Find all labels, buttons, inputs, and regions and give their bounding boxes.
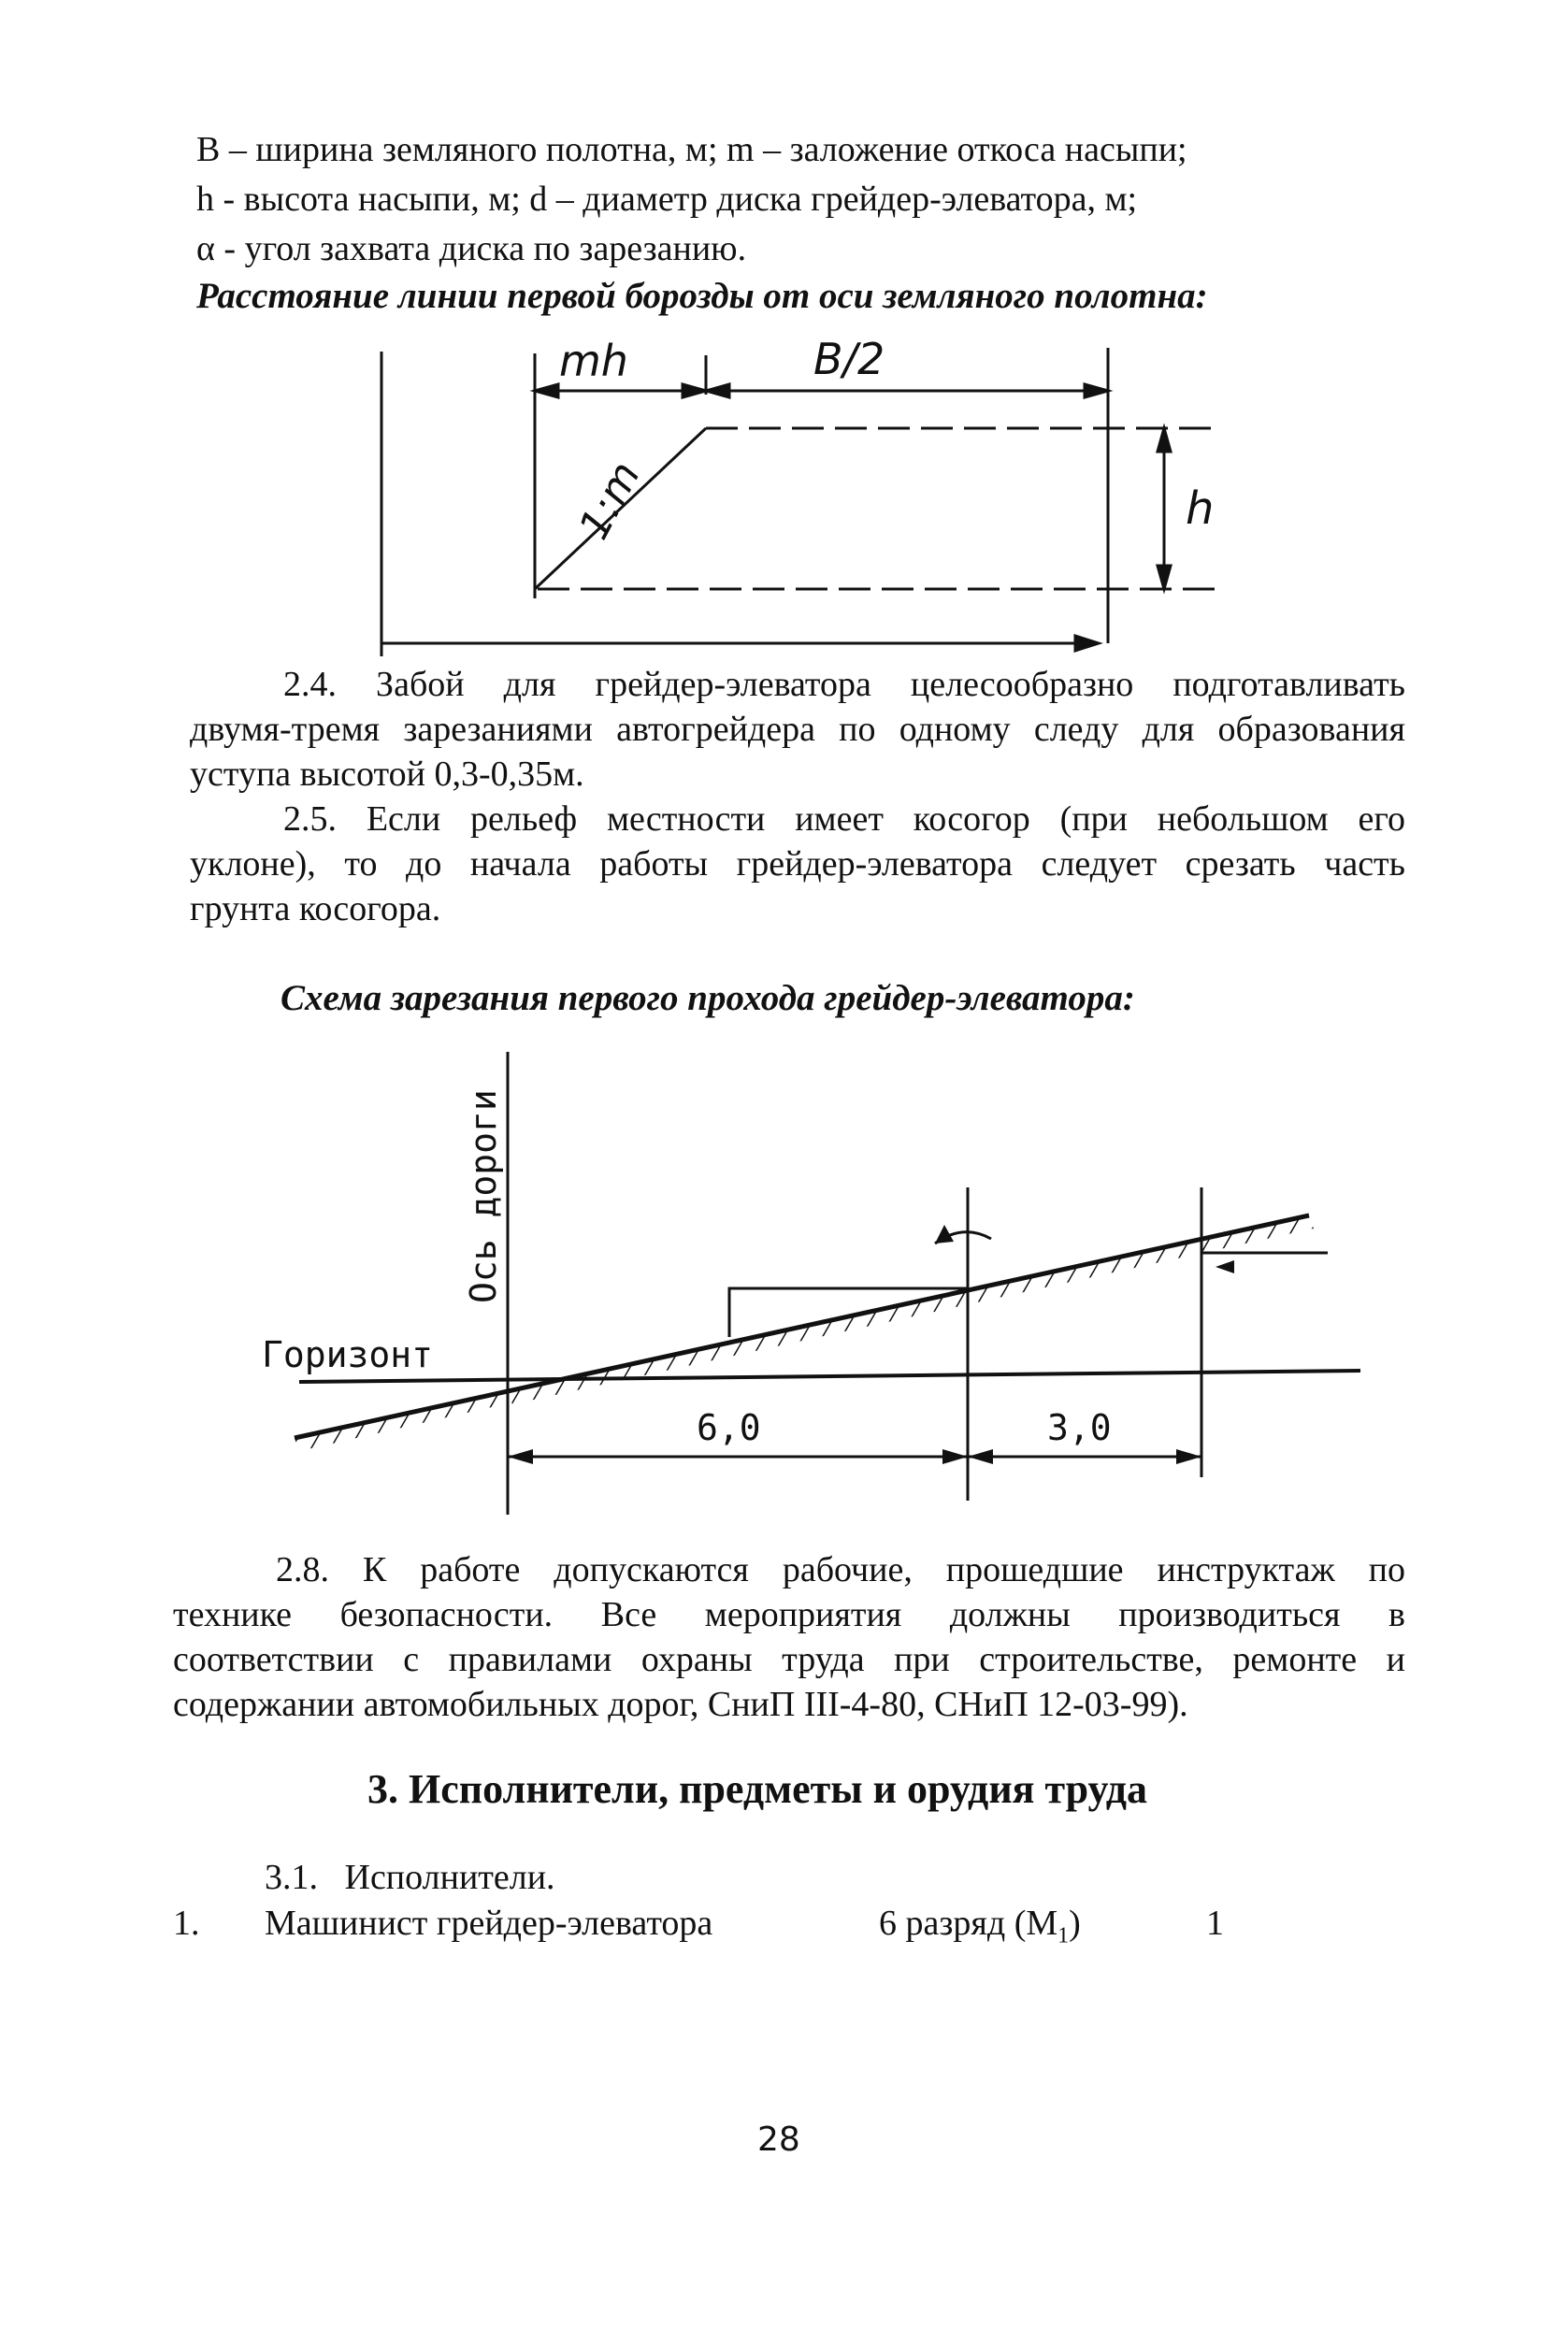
ground-hatch-main bbox=[508, 1215, 1314, 1404]
p24-row-1: 2.4. Забой для грейдер-элеватора целесообразно подготавливать bbox=[283, 665, 1405, 704]
paragraph-2-5 bbox=[190, 797, 1405, 931]
section-3-heading: 3. Исполнители, предметы и орудия труда bbox=[367, 1766, 1148, 1812]
dim-arrow-mid-right bbox=[968, 1449, 993, 1464]
worker-row-count: 1 bbox=[1206, 1904, 1224, 1943]
legend-line-b-m: B – ширина земляного полотна, м; m – заложение откоса насыпи; bbox=[196, 130, 1187, 169]
arrow-head bbox=[1075, 636, 1099, 651]
worker-row bbox=[0, 1903, 1568, 1949]
label-slope: 1:m bbox=[569, 453, 650, 548]
legend-line-h-d: h - высота насыпи, м; d – диаметр диска грейдер-элеватора, м; bbox=[196, 180, 1138, 219]
p28-row-4: содержании автомобильных дорог, СниП III-4-80, СНиП 12-03-99). bbox=[173, 1685, 1188, 1724]
embankment-lines bbox=[381, 348, 1216, 656]
page-number: 28 bbox=[757, 2121, 800, 2159]
p25-row-2: уклоне), то до начала работы грейдер-элеватора следует срезать часть bbox=[190, 844, 1405, 884]
p28-row-3: соответствии с правилами охраны труда при строительстве, ремонте и bbox=[173, 1640, 1405, 1679]
paragraph-2-8 bbox=[173, 1547, 1405, 1727]
label-horizon: Горизонт bbox=[262, 1334, 434, 1375]
right-arrow-head bbox=[1216, 1260, 1234, 1273]
horizon-line bbox=[299, 1371, 1360, 1382]
label-mh: mh bbox=[559, 336, 628, 386]
ground-slope-line bbox=[295, 1215, 1309, 1438]
rotation-arrow-head bbox=[935, 1225, 954, 1244]
slope-line bbox=[535, 428, 706, 589]
p28-row-2: технике безопасности. Все мероприятия должны производиться в bbox=[173, 1595, 1405, 1634]
worker-row-name: Машинист грейдер-элеватора bbox=[265, 1904, 713, 1943]
worker-row-grade: 6 разряд $(М_1)$ bbox=[879, 1904, 1081, 1948]
dimension-6: 6,0 bbox=[697, 1407, 761, 1448]
rotation-arrow bbox=[935, 1232, 991, 1244]
ground-hatch-left bbox=[295, 1391, 512, 1451]
figure1-caption: Расстояние линии первой борозды от оси земляного полотна: bbox=[196, 276, 1208, 316]
worker-row-number: 1. bbox=[173, 1904, 200, 1943]
dimension-3: 3,0 bbox=[1047, 1407, 1112, 1448]
dim-arrow-mid-left bbox=[942, 1449, 968, 1464]
label-road-axis: Ось дороги bbox=[463, 1089, 504, 1303]
p25-row-3: грунта косогора. bbox=[190, 889, 441, 928]
label-b2: B/2 bbox=[813, 334, 885, 384]
p28-row-1: 2.8. К работе допускаются рабочие, прошедшие инструктаж по bbox=[276, 1550, 1405, 1589]
p24-row-3: уступа высотой 0,3-0,35м. bbox=[190, 755, 584, 794]
figure2-caption: Схема зарезания первого прохода грейдер-элеватора: bbox=[281, 978, 1135, 1018]
cut-outline-right bbox=[1201, 1253, 1328, 1281]
dim-arrow-left bbox=[508, 1449, 533, 1464]
label-h: h bbox=[1186, 482, 1215, 535]
legend-line-alpha: α - угол захвата диска по зарезанию. bbox=[196, 229, 747, 268]
p24-row-2: двумя-тремя зарезаниями автогрейдера по одному следу для образования bbox=[190, 710, 1405, 749]
dim-arrow-right bbox=[1176, 1449, 1201, 1464]
subsection-3-1: 3.1. Исполнители. bbox=[265, 1858, 555, 1897]
p25-row-1: 2.5. Если рельеф местности имеет косогор (при небольшом его bbox=[283, 799, 1405, 839]
cut-outline bbox=[729, 1288, 968, 1337]
paragraph-2-4 bbox=[190, 662, 1405, 797]
